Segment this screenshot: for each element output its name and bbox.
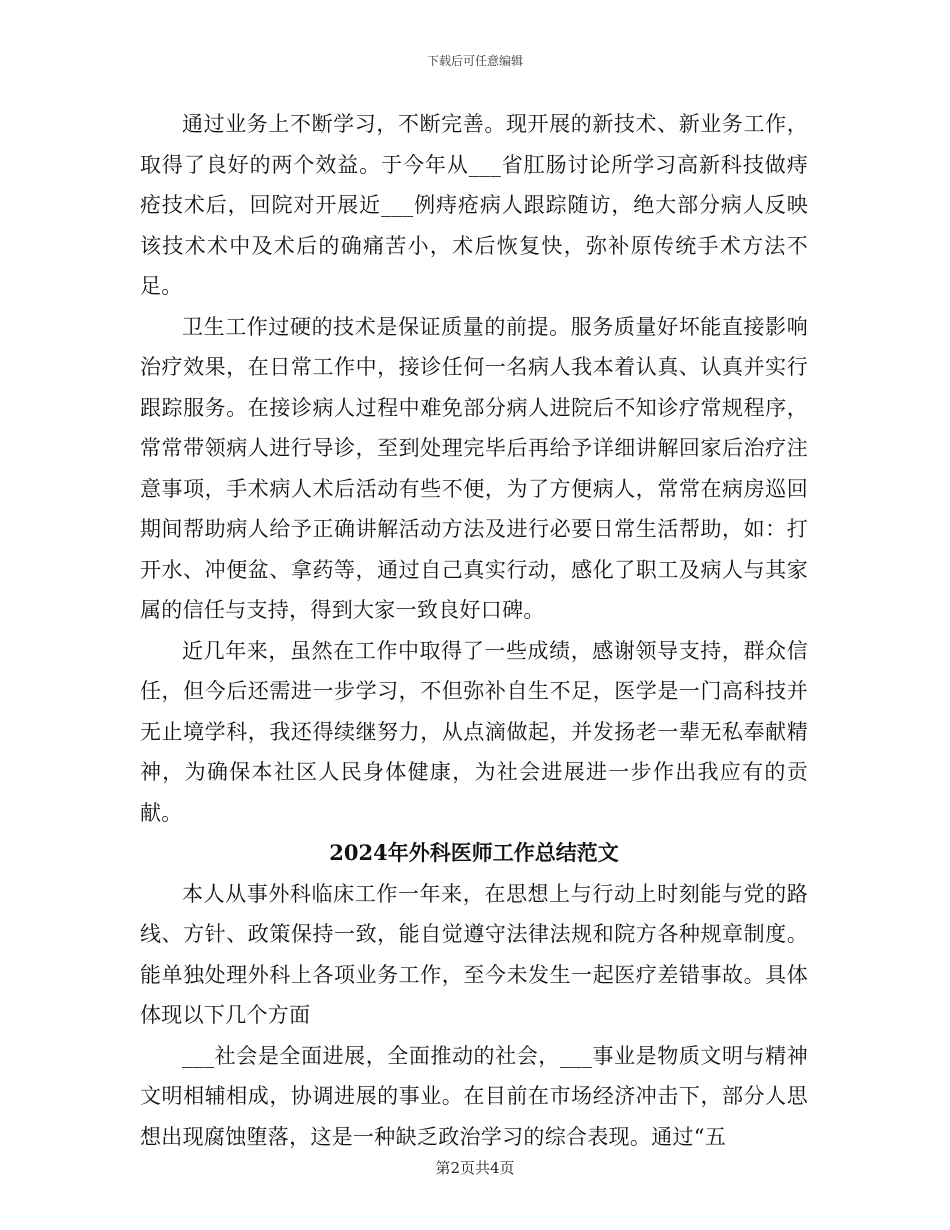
document-body bbox=[140, 104, 808, 1157]
section-paragraph-1: 本人从事外科临床工作一年来，在思想上与行动上时刻能与党的路线、方针、政策保持一致，能自觉遵守法律法规和院方各种规章制度。能单独处理外科上各项业务工作，至今未发生一起医疗差错事故。具体体现以下几个方面 bbox=[140, 881, 808, 1027]
paragraph-1: 通过业务上不断学习，不断完善。现开展的新技术、新业务工作，取得了良好的两个效益。于今年从___省肛肠讨论所学习高新科技做痔疮技术后，回院对开展近___例痔疮病人跟踪随访，绝大部分病人反映该技术术中及术后的确痛苦小，术后恢复快，弥补原传统手术方法不足。 bbox=[140, 112, 808, 298]
page-header: 下载后可任意编辑 bbox=[426, 54, 523, 68]
paragraph-3: 近几年来，虽然在工作中取得了一些成绩，感谢领导支持，群众信任，但今后还需进一步学习，不但弥补自生不足，医学是一门高科技并无止境学科，我还得续继努力，从点滴做起，并发扬老一辈无私奉献精神，为确保本社区人民身体健康，为社会进展进一步作出我应有的贡献。 bbox=[140, 638, 808, 825]
paragraph-2: 卫生工作过硬的技术是保证质量的前提。服务质量好坏能直接影响治疗效果，在日常工作中，接诊任何一名病人我本着认真、认真并实行跟踪服务。在接诊病人过程中难免部分病人进院后不知诊疗常规程序，常常带领病人进行导诊，至到处理完毕后再给予详细讲解回家后治疗注意事项，手术病人术后活动有些不便，为了方便病人，常常在病房巡回期间帮助病人给予正确讲解活动方法及进行必要日常生活帮助，如：打开水、冲便盆、拿药等，通过自己真实行动，感化了职工及病人与其家属的信任与支持，得到大家一致良好口碑。 bbox=[140, 314, 808, 622]
section-title: 2024年外科医师工作总结范文 bbox=[329, 840, 619, 865]
section-paragraph-2: ___社会是全面进展，全面推动的社会，___事业是物质文明与精神文明相辅相成，协调进展的事业。在目前在市场经济冲击下，部分人思想出现腐蚀堕落，这是一种缺乏政治学习的综合表现。通过“五 bbox=[140, 1043, 808, 1149]
page-footer: 第2页共4页 bbox=[435, 1159, 515, 1177]
